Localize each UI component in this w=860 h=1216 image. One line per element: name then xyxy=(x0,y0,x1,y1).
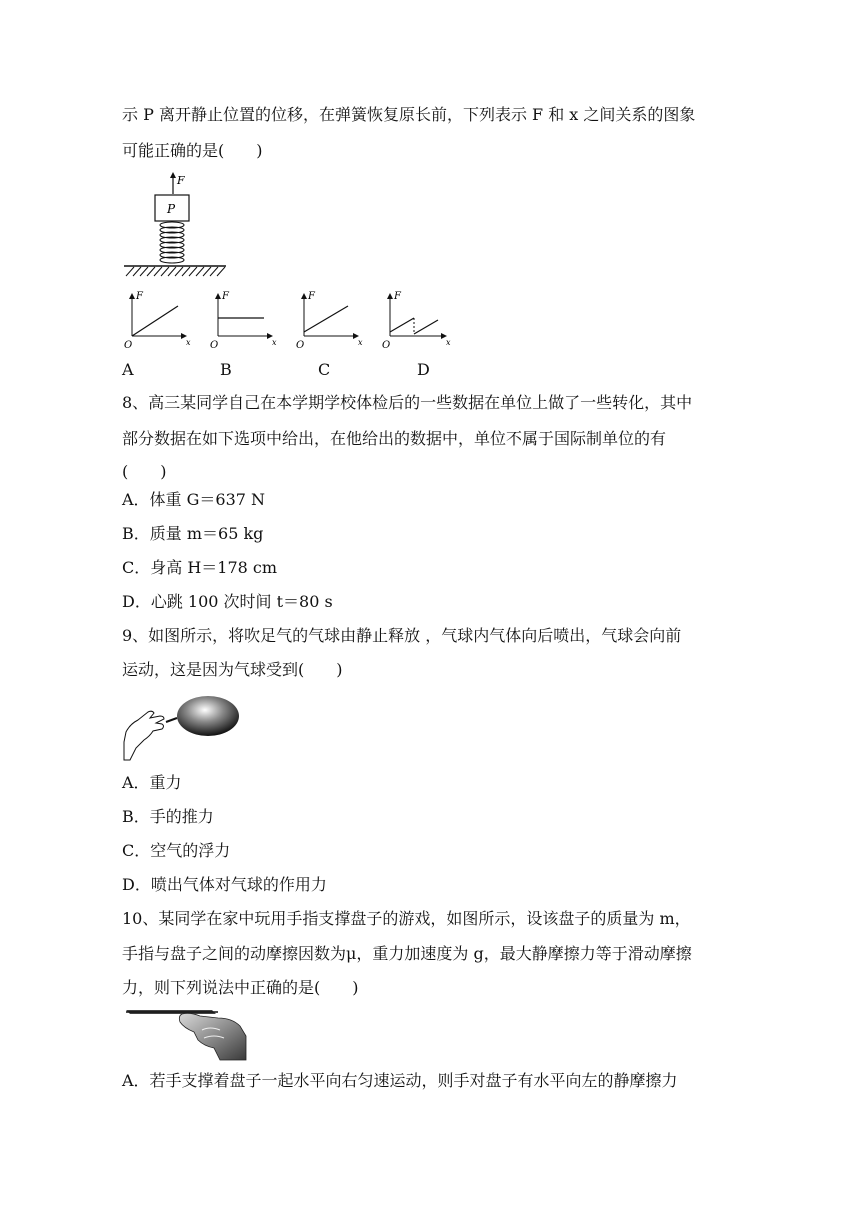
svg-text:x: x xyxy=(358,338,363,347)
q8-line-1: 8、高三某同学自己在本学期学校体检后的一些数据在单位上做了一些转化，其中 xyxy=(122,393,693,412)
q9-option-b: B．手的推力 xyxy=(122,807,214,826)
svg-text:F: F xyxy=(394,291,401,302)
q7-line-1: 示 P 离开静止位置的位移，在弹簧恢复原长前，下列表示 F 和 x 之间关系的图象 xyxy=(122,105,696,124)
svg-text:O: O xyxy=(296,340,305,351)
svg-text:F: F xyxy=(308,291,315,302)
svg-text:x: x xyxy=(272,338,277,347)
q8-option-c: C．身高 H＝178 cm xyxy=(122,558,278,577)
graph-a xyxy=(124,291,191,351)
hand xyxy=(124,711,164,760)
graph-c xyxy=(296,291,363,351)
q10-line-2: 手指与盘子之间的动摩擦因数为μ，重力加速度为 g，最大静摩擦力等于滑动摩擦 xyxy=(122,944,692,963)
q8-option-b: B．质量 m＝65 kg xyxy=(122,524,264,543)
graph-label-d: D xyxy=(417,360,430,379)
svg-text:O: O xyxy=(382,340,391,351)
graph-label-b: B xyxy=(220,360,232,379)
q9-option-c: C．空气的浮力 xyxy=(122,841,231,860)
finger-plate-figure xyxy=(124,1006,250,1062)
fx-graphs xyxy=(122,288,462,352)
graph-d xyxy=(382,291,451,351)
svg-text:F: F xyxy=(136,291,143,302)
q9-line-2: 运动，这是因为气球受到( ) xyxy=(122,660,343,679)
q8-option-d: D．心跳 100 次时间 t＝80 s xyxy=(122,592,333,611)
balloon xyxy=(177,696,239,736)
q8-line-2: 部分数据在如下选项中给出，在他给出的数据中，单位不属于国际制单位的有 xyxy=(122,429,667,448)
graph-label-a: A xyxy=(122,360,134,379)
svg-text:x: x xyxy=(186,338,191,347)
q10-line-1: 10、某同学在家中玩用手指支撑盘子的游戏，如图所示，设该盘子的质量为 m， xyxy=(122,909,691,928)
q9-line-1: 9、如图所示，将吹足气的气球由静止释放 ，气球内气体向后喷出，气球会向前 xyxy=(122,626,682,645)
hand-balloon-figure xyxy=(120,692,244,764)
spring-block-figure xyxy=(122,170,232,282)
q7-line-2: 可能正确的是( ) xyxy=(122,141,263,160)
q9-option-d: D．喷出气体对气球的作用力 xyxy=(122,875,327,894)
svg-text:O: O xyxy=(210,340,219,351)
block-label: P xyxy=(167,202,176,216)
q9-option-a: A．重力 xyxy=(122,773,182,792)
graph-b xyxy=(210,291,277,351)
q10-option-a: A．若手支撑着盘子一起水平向右匀速运动，则手对盘子有水平向左的静摩擦力 xyxy=(122,1071,678,1090)
force-label: F xyxy=(177,174,185,187)
svg-text:O: O xyxy=(124,340,133,351)
svg-text:x: x xyxy=(446,338,451,347)
q8-line-3: ( ) xyxy=(122,462,167,481)
hand-finger xyxy=(179,1013,246,1060)
svg-text:F: F xyxy=(222,291,229,302)
q10-line-3: 力，则下列说法中正确的是( ) xyxy=(122,978,359,997)
q8-option-a: A．体重 G＝637 N xyxy=(122,490,266,509)
graph-label-c: C xyxy=(318,360,331,379)
